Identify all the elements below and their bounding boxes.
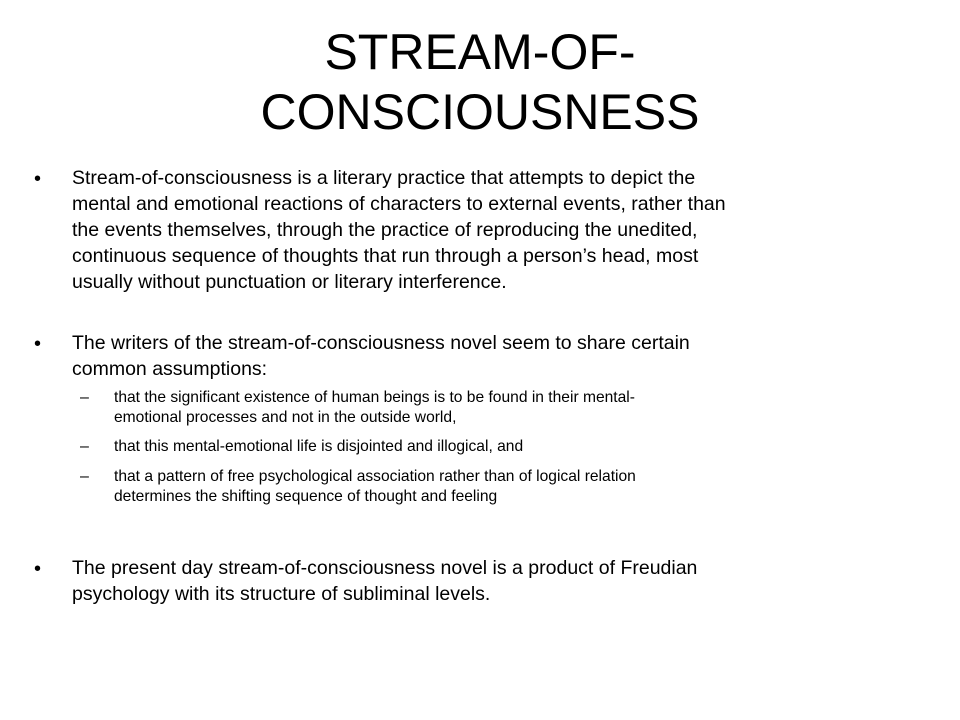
bullet-1-line-4: continuous sequence of thoughts that run through a person’s head, most [72, 245, 699, 267]
slide-title-line-1: STREAM-OF- [324, 24, 636, 80]
sub-item-3-line-2: determines the shifting sequence of thought and feeling [114, 488, 498, 505]
bullet-marker: • [34, 558, 42, 580]
bullet-3-text [72, 555, 862, 607]
bullet-3-line-2: psychology with its structure of subliminal levels. [72, 583, 491, 605]
bullet-1-line-1: Stream-of-consciousness is a literary practice that attempts to depict the [72, 167, 696, 189]
bullet-1-line-3: the events themselves, through the practice of reproducing the unedited, [72, 219, 698, 241]
bullet-marker: • [34, 168, 42, 190]
sub-item-1-line-1: that the significant existence of human beings is to be found in their mental- [114, 389, 635, 406]
slide-title-line-2: CONSCIOUSNESS [260, 84, 700, 140]
sub-bullet-marker: – [80, 389, 89, 406]
bullet-3-line-1: The present day stream-of-consciousness novel is a product of Freudian [72, 557, 698, 579]
sub-item-2-line-1: that this mental-emotional life is disjointed and illogical, and [114, 438, 524, 455]
sub-item-1-line-2: emotional processes and not in the outside world, [114, 409, 457, 426]
bullet-2-line-2: common assumptions: [72, 358, 268, 380]
bullet-1-line-5: usually without punctuation or literary interference. [72, 271, 507, 293]
bullet-2-text [72, 330, 862, 382]
bullet-1-line-2: mental and emotional reactions of characters to external events, rather than [72, 193, 726, 215]
sub-item-3-text [114, 467, 854, 507]
sub-item-2-text [114, 437, 854, 457]
bullet-2-line-1: The writers of the stream-of-consciousness novel seem to share certain [72, 332, 690, 354]
bullet-1-text [72, 165, 862, 295]
bullet-marker: • [34, 333, 42, 355]
sub-item-1-text [114, 388, 854, 428]
sub-item-3-line-1: that a pattern of free psychological association rather than of logical relation [114, 468, 636, 485]
slide-title [150, 22, 810, 142]
sub-bullet-marker: – [80, 468, 89, 485]
sub-bullet-marker: – [80, 438, 89, 455]
